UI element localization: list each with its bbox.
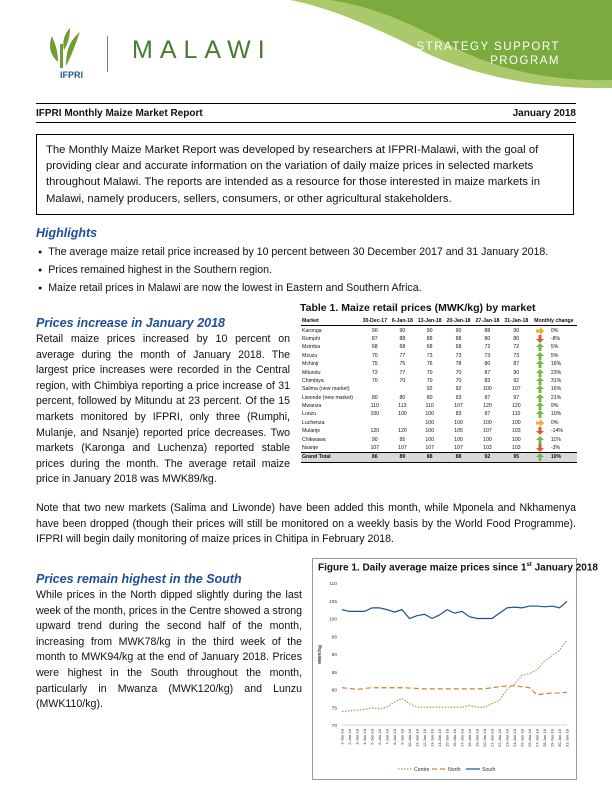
intro-box: The Monthly Maize Market Report was developed by researchers at IFPRI-Malawi, with the goal of providing clear and accurate information on the variation of daily maize prices in selected markets throughout Malawi. The reports are intended as a resource for those interested in maize markets in Malawi, namely producers, sellers, consumers, or other agricultural stakeholders.	[36, 134, 574, 215]
report-date: January 2018	[512, 108, 576, 119]
price-cell: 90	[399, 327, 406, 334]
trend-up-icon	[531, 385, 550, 393]
y-tick-label: 70	[331, 724, 337, 729]
price-cell: 73	[455, 352, 462, 359]
price-cell: 92	[426, 386, 433, 393]
price-cell: 90	[371, 436, 378, 443]
price-cell: 100	[425, 428, 435, 435]
trend-down-icon	[531, 335, 550, 343]
price-cell: 88	[444, 453, 473, 462]
x-tick-label: 16-Jan-18	[452, 729, 457, 748]
price-cell: 120	[483, 403, 492, 410]
legend-label: Centre	[414, 767, 430, 773]
price-cell: 90	[371, 327, 378, 334]
x-tick-label: 28-Jan-18	[542, 729, 547, 748]
price-cell: 110	[370, 403, 379, 410]
price-cell: 88	[455, 335, 462, 342]
price-cell: 87	[371, 335, 378, 342]
price-cell: 89	[390, 453, 416, 462]
col-header: Monthly change	[531, 317, 577, 326]
x-tick-label: 22-Jan-18	[497, 729, 502, 748]
price-cell: 80	[484, 335, 491, 342]
price-cell: 70	[371, 377, 378, 384]
program-line-1: STRATEGY SUPPORT	[416, 41, 560, 53]
market-cell: Mchinji	[302, 361, 319, 368]
change-cell: 5%	[550, 352, 559, 359]
table-row	[301, 360, 577, 368]
change-cell: 9%	[550, 403, 559, 410]
x-tick-label: 9-Jan-18	[399, 729, 405, 745]
chart-title-main: Figure 1. Daily average maize prices since 1	[318, 562, 527, 574]
change-cell: 31%	[550, 377, 562, 384]
market-cell: Mzuzu	[302, 352, 318, 359]
page-header	[0, 0, 612, 95]
price-cell: 100	[454, 419, 463, 426]
table-row	[301, 427, 577, 435]
market-cell: Luchenza	[302, 419, 325, 426]
price-cell: 73	[371, 369, 378, 376]
change-cell: -3%	[550, 445, 561, 452]
x-tick-label: 7-Jan-18	[384, 729, 390, 745]
price-cell: 87	[484, 369, 491, 376]
x-tick-label: 2-Jan-18	[347, 729, 352, 745]
section1-heading: Prices increase in January 2018	[36, 316, 226, 330]
section2-text: While prices in the North dipped slightly during the last week of the month, prices in the Centre showed a strong upward trend during the second half of the month, increasing from MWK78/kg in the third week of the month to MWK94/kg at the end of January 2018. Prices were highest in the South throughout the month, particularly in Mwanza (MWK120/kg) and Lunzu (MWK110/kg).	[36, 589, 302, 711]
change-cell: 21%	[550, 394, 562, 401]
table-row	[301, 368, 577, 376]
trend-up-icon	[531, 360, 550, 368]
price-cell: 70	[371, 352, 378, 359]
change-cell: 10%	[550, 411, 562, 418]
x-tick-label: 10-Jan-18	[407, 729, 412, 748]
table-caption: Table 1. Maize retail prices (MWK/kg) by market	[300, 302, 536, 314]
price-cell: 97	[484, 394, 491, 401]
x-tick-label: 27-Jan-18	[534, 729, 540, 748]
price-cell: 77	[399, 352, 406, 359]
x-tick-label: 4-Jan-18	[362, 729, 367, 745]
price-cell: 105	[454, 428, 463, 435]
market-cell: Salima (new market)	[302, 386, 350, 393]
trend-up-icon	[531, 410, 550, 418]
x-tick-label: 3-Jan-18	[354, 729, 360, 745]
price-cell: 80	[513, 335, 520, 342]
x-tick-label: 14-Jan-18	[437, 729, 442, 748]
logo-divider	[107, 36, 108, 72]
col-header: 20-Jan-18	[444, 317, 473, 326]
malawi-logo-text: MALAWI	[132, 36, 272, 64]
price-cell: 100	[425, 436, 435, 443]
table-row	[301, 435, 577, 443]
price-cell: 70	[426, 377, 433, 384]
price-cell: 68	[371, 344, 378, 351]
x-tick-label: 15-Jan-18	[444, 729, 450, 748]
price-cell: 97	[484, 411, 491, 418]
table-total-row	[301, 453, 577, 462]
price-cell	[390, 419, 416, 427]
price-cell: 76	[426, 361, 433, 368]
table-row	[301, 394, 577, 402]
price-table	[301, 317, 577, 463]
ifpri-label: IFPRI	[60, 70, 84, 80]
price-cell: 70	[426, 369, 433, 376]
price-cell	[360, 385, 390, 393]
x-tick-label: 21-Jan-18	[489, 729, 495, 748]
price-cell: 88	[415, 453, 444, 462]
table-row	[301, 402, 577, 410]
change-cell: 23%	[550, 369, 562, 376]
change-cell: 11%	[550, 436, 561, 443]
table-row	[301, 377, 577, 385]
y-tick-label: 75	[331, 706, 337, 712]
x-tick-label: 19-Jan-18	[474, 729, 480, 748]
y-axis-label: MWK/kg	[318, 645, 323, 664]
price-cell: 70	[455, 369, 462, 376]
title-rule	[36, 122, 576, 123]
section2-heading: Prices remain highest in the South	[36, 572, 242, 586]
price-cell: 78	[455, 361, 462, 368]
price-cell: 100	[511, 419, 521, 426]
top-rule	[36, 103, 576, 104]
price-cell: 107	[483, 428, 492, 435]
market-cell: Chimbiya	[302, 377, 324, 384]
x-tick-label: 8-Jan-18	[392, 729, 397, 745]
market-cell: Liwonde (new market)	[302, 394, 354, 401]
price-cell: 68	[455, 344, 462, 351]
price-cell: 75	[399, 361, 406, 368]
market-cell: Mzimba	[302, 344, 321, 351]
highlights-list	[38, 244, 548, 298]
price-cell: 100	[483, 419, 492, 426]
price-cell: 88	[484, 327, 491, 334]
col-header: 30-Dec-17	[360, 317, 390, 326]
change-cell: 5%	[550, 344, 559, 351]
y-tick-label: 100	[328, 617, 337, 623]
price-cell: 70	[455, 377, 462, 384]
market-cell: Mulanje	[302, 428, 321, 435]
price-cell: 77	[399, 369, 406, 376]
price-cell: 107	[454, 445, 463, 452]
list-item: ● The average maize retail price increased by 10 percent between 30 December 2017 and 31 January 2018.	[38, 244, 548, 262]
x-tick-label: 29-Jan-18	[549, 729, 555, 748]
price-cell: 72	[484, 344, 491, 351]
price-cell: 107	[511, 386, 521, 393]
price-cell: 100	[425, 419, 435, 426]
trend-flat-icon	[531, 326, 550, 335]
series-line-centre	[342, 640, 567, 712]
table-row	[301, 352, 577, 360]
col-header: 13-Jan-18	[415, 317, 444, 326]
price-cell: 97	[513, 394, 520, 401]
trend-down-icon	[531, 427, 550, 435]
price-cell: 95	[399, 436, 406, 443]
section1-text: Retail maize prices increased by 10 percent on average during the month of January 2018. The largest price increases were recorded in the Central region, with Chimbiya reporting a price increase of 31 percent, followed by Mitundu at 23 percent. Of the 15 markets monitored by IFPRI, only three (Rumphi, Mulanje, and Nsanje) reported price decreases. Two markets (Karonga and Luchenza) reported stable prices during the month. The average retail maize price in January 2018 was MWK89/kg.	[36, 333, 290, 486]
highlights-heading: Highlights	[36, 226, 98, 240]
price-cell: 88	[399, 335, 406, 342]
program-name	[410, 40, 560, 68]
price-cell: 73	[484, 352, 491, 359]
col-header: 31-Jan-18	[502, 317, 531, 326]
table-row	[301, 335, 577, 343]
price-cell: 100	[483, 386, 492, 393]
ifpri-logo-icon	[50, 28, 80, 68]
table-row	[301, 385, 577, 393]
x-tick-label: 1-Jan-18	[339, 729, 345, 745]
price-cell: 100	[454, 436, 463, 443]
y-tick-label: 85	[331, 670, 337, 676]
price-cell: 90	[426, 327, 433, 334]
x-tick-label: 18-Jan-18	[467, 729, 472, 748]
change-cell: 10%	[550, 453, 577, 462]
price-cell: 100	[398, 411, 407, 418]
price-cell: 68	[399, 344, 406, 351]
price-cell: 110	[512, 411, 521, 418]
price-cell: 120	[398, 428, 407, 435]
price-cell: 80	[484, 361, 491, 368]
price-cell: 92	[473, 453, 502, 462]
market-cell: Lunzu	[302, 411, 317, 418]
price-cell: 88	[426, 335, 433, 342]
legend-label: South	[482, 767, 496, 773]
table-row	[301, 419, 577, 427]
market-cell: Grand Total	[301, 453, 360, 462]
chart-title	[318, 562, 598, 573]
price-cell: 100	[370, 411, 380, 418]
price-cell: 68	[426, 344, 433, 351]
col-header: 27-Jan-18	[473, 317, 502, 326]
x-tick-label: 25-Jan-18	[519, 729, 525, 748]
x-tick-label: 26-Jan-18	[527, 729, 532, 748]
price-cell: 110	[425, 403, 434, 410]
table-body	[301, 326, 577, 462]
x-tick-label: 17-Jan-18	[459, 729, 465, 748]
list-item: ● Maize retail prices in Malawi are now the lowest in Eastern and Southern Africa.	[38, 280, 548, 298]
price-cell: 75	[371, 361, 378, 368]
price-cell: 80	[426, 394, 433, 401]
price-cell: 113	[398, 403, 407, 410]
price-cell: 73	[426, 352, 433, 359]
price-cell: 83	[484, 377, 491, 384]
y-tick-label: 90	[331, 653, 337, 658]
market-cell: Chikwawa	[302, 436, 326, 443]
change-cell: -14%	[550, 428, 563, 435]
trend-up-icon	[531, 343, 550, 351]
price-cell: 100	[425, 411, 435, 418]
price-cell: 107	[370, 445, 380, 452]
table-row	[301, 326, 577, 335]
chart-title-tail: January 2018	[531, 562, 598, 574]
price-cell: 100	[511, 436, 521, 443]
change-cell: 0%	[550, 327, 559, 334]
trend-up-icon	[531, 377, 550, 385]
x-tick-label: 11-Jan-18	[414, 729, 420, 747]
note-text: Note that two new markets (Salima and Liwonde) have been added this month, while Mponela and Nkhamenya have been dropped (though their prices will still be monitored on a weekly basis by the World Food Programme). IFPRI will begin daily monitoring of maize prices in Chitipa in February 2018.	[36, 502, 576, 546]
price-cell: 93	[455, 394, 462, 401]
price-cell: 103	[511, 445, 521, 452]
y-tick-label: 95	[331, 635, 337, 641]
change-cell: 16%	[550, 386, 562, 393]
x-tick-label: 13-Jan-18	[429, 729, 435, 748]
series-line-south	[342, 601, 567, 618]
col-header: 6-Jan-18	[390, 317, 416, 326]
trend-up-icon	[531, 368, 550, 376]
y-tick-label: 105	[328, 599, 337, 605]
price-line-chart	[312, 575, 575, 778]
change-cell: 0%	[550, 419, 559, 426]
price-cell: 95	[502, 453, 531, 462]
program-line-2: PROGRAM	[490, 55, 560, 67]
x-tick-label: 12-Jan-18	[422, 729, 427, 748]
report-title: IFPRI Monthly Maize Market Report	[36, 108, 203, 119]
price-cell: 100	[483, 436, 492, 443]
market-cell: Karonga	[302, 327, 322, 334]
trend-flat-icon	[531, 419, 550, 427]
y-tick-label: 110	[329, 582, 337, 587]
market-cell: Mitundu	[302, 369, 321, 376]
price-cell: 103	[483, 445, 492, 452]
price-cell: 90	[513, 369, 520, 376]
x-tick-label: 6-Jan-18	[377, 729, 382, 745]
price-cell: 80	[399, 394, 406, 401]
list-item: ● Prices remained highest in the Southern region.	[38, 262, 548, 280]
price-cell: 92	[455, 386, 462, 393]
market-cell: Nsanje	[302, 445, 319, 452]
legend-label: North	[448, 767, 461, 773]
change-cell: 16%	[550, 361, 562, 368]
price-cell: 70	[399, 377, 406, 384]
price-cell: 92	[513, 377, 520, 384]
x-tick-label: 24-Jan-18	[512, 729, 517, 748]
price-cell: 107	[454, 403, 463, 410]
price-cell: 90	[455, 327, 462, 334]
change-cell: -8%	[550, 335, 561, 342]
price-cell: 107	[425, 445, 435, 452]
price-cell: 90	[513, 327, 520, 334]
trend-up-icon	[531, 435, 550, 443]
market-cell: Rumphi	[302, 335, 320, 342]
x-tick-label: 20-Jan-18	[482, 729, 487, 748]
price-cell: 73	[513, 352, 520, 359]
trend-up-icon	[531, 352, 550, 360]
price-cell: 86	[360, 453, 390, 462]
price-cell	[360, 419, 390, 427]
price-cell: 80	[371, 394, 378, 401]
price-cell: 87	[513, 361, 520, 368]
x-tick-label: 31-Jan-18	[564, 729, 570, 748]
y-tick-label: 80	[331, 688, 337, 694]
col-header: Market	[301, 317, 360, 326]
price-cell: 107	[398, 445, 407, 452]
table-row	[301, 444, 577, 453]
x-tick-label: 23-Jan-18	[504, 729, 510, 748]
x-tick-label: 5-Jan-18	[369, 729, 375, 745]
trend-up-icon	[531, 402, 550, 410]
market-cell: Mwanza	[302, 403, 322, 410]
table-header-row	[301, 317, 577, 326]
x-tick-label: 30-Jan-18	[557, 729, 562, 748]
trend-down-icon	[531, 444, 550, 453]
trend-up-icon	[531, 394, 550, 402]
trend-up-icon	[531, 453, 550, 462]
table-row	[301, 410, 577, 418]
chart-title-sup: st	[526, 562, 532, 568]
price-cell: 72	[513, 344, 520, 351]
series-line-north	[342, 686, 567, 695]
price-cell: 120	[511, 403, 521, 410]
price-cell: 83	[455, 411, 462, 418]
price-cell: 120	[370, 428, 380, 435]
price-cell: 103	[511, 428, 521, 435]
table-row	[301, 343, 577, 351]
price-cell	[390, 385, 416, 393]
